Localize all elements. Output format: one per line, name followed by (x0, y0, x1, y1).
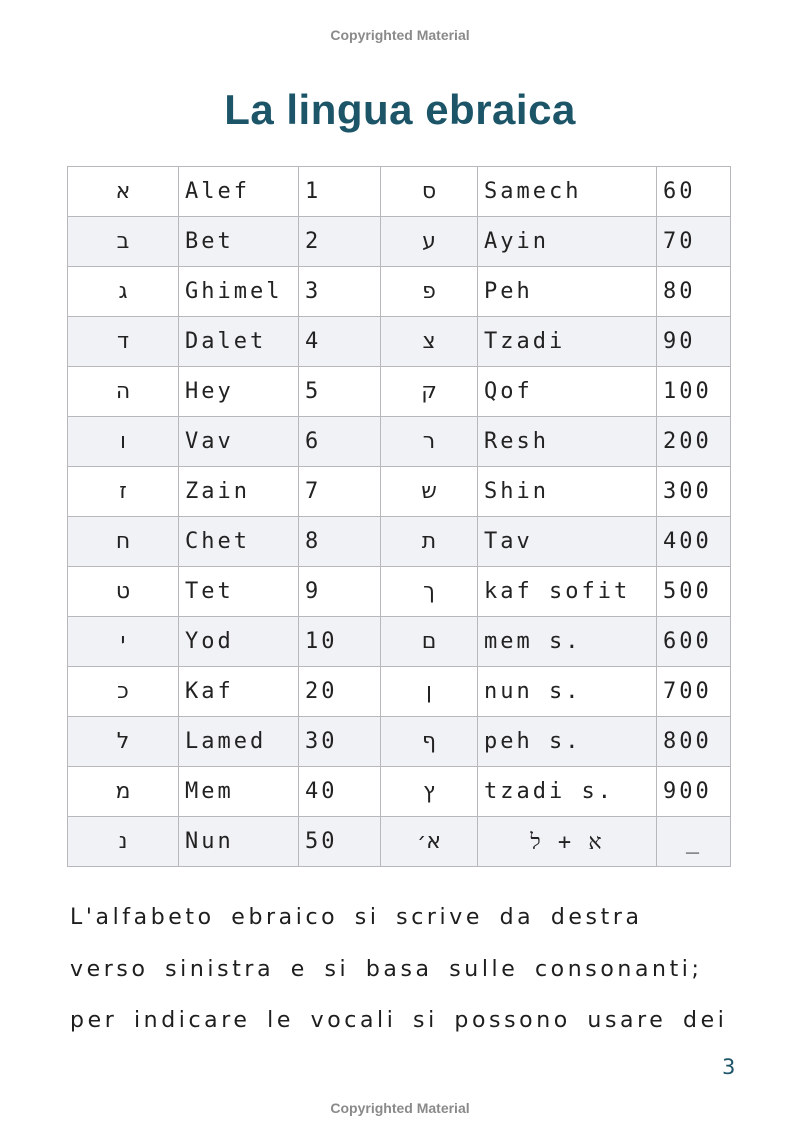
hebrew-letter-cell: י (68, 617, 179, 667)
page-title: La lingua ebraica (224, 86, 576, 133)
letter-name-cell: Tav (478, 517, 657, 567)
numeric-value-cell: 200 (657, 417, 731, 467)
numeric-value-cell: 700 (657, 667, 731, 717)
letter-name-cell: tzadi s. (478, 767, 657, 817)
letter-name-cell: Zain (179, 467, 299, 517)
letter-name-cell: Resh (478, 417, 657, 467)
table-row (68, 217, 731, 267)
hebrew-letter-cell: ם (381, 617, 478, 667)
letter-name-cell: Hey (179, 367, 299, 417)
numeric-value-cell: 30 (299, 717, 381, 767)
numeric-value-cell: 800 (657, 717, 731, 767)
hebrew-letter-cell: ש (381, 467, 478, 517)
numeric-value-cell: 60 (657, 167, 731, 217)
copyright-notice-top: Copyrighted Material (330, 27, 470, 43)
hebrew-letter-cell: ך (381, 567, 478, 617)
letter-name-cell: Nun (179, 817, 299, 867)
table-row (68, 467, 731, 517)
letter-name-cell: Shin (478, 467, 657, 517)
table-row (68, 317, 731, 367)
numeric-value-cell: 40 (299, 767, 381, 817)
table-row (68, 367, 731, 417)
page-number: 3 (722, 1055, 736, 1079)
hebrew-letter-cell: ד (68, 317, 179, 367)
numeric-value-cell: 900 (657, 767, 731, 817)
table-row (68, 517, 731, 567)
hebrew-letter-cell: ג (68, 267, 179, 317)
hebrew-letter-cell: ט (68, 567, 179, 617)
numeric-value-cell: 100 (657, 367, 731, 417)
numeric-value-cell: 10 (299, 617, 381, 667)
letter-name-cell: Mem (179, 767, 299, 817)
paragraph-line: L'alfabeto ebraico si scrive da destra (70, 905, 643, 930)
hebrew-letter-cell: ל (68, 717, 179, 767)
letter-name-cell: Ghimel (179, 267, 299, 317)
hebrew-letter-cell: ב (68, 217, 179, 267)
hebrew-letter-cell: ץ (381, 767, 478, 817)
hebrew-letter-cell: ק (381, 367, 478, 417)
hebrew-letter-cell: ס (381, 167, 478, 217)
numeric-value-cell: 70 (657, 217, 731, 267)
numeric-value-cell: 4 (299, 317, 381, 367)
letter-name-cell: Peh (478, 267, 657, 317)
hebrew-letter-cell: א׳ (381, 817, 478, 867)
numeric-value-cell: 6 (299, 417, 381, 467)
hebrew-letter-cell: ו (68, 417, 179, 467)
letter-name-cell: Alef (179, 167, 299, 217)
table-row (68, 667, 731, 717)
table-row (68, 567, 731, 617)
letter-name-cell: Bet (179, 217, 299, 267)
hebrew-letter-cell: ח (68, 517, 179, 567)
numeric-value-cell: 500 (657, 567, 731, 617)
hebrew-alphabet-table (67, 166, 731, 867)
numeric-value-cell: 2 (299, 217, 381, 267)
letter-name-cell: Qof (478, 367, 657, 417)
hebrew-letter-cell: ר (381, 417, 478, 467)
letter-name-cell: Vav (179, 417, 299, 467)
letter-name-cell: Tzadi (478, 317, 657, 367)
hebrew-letter-cell: ן (381, 667, 478, 717)
hebrew-letter-cell: כ (68, 667, 179, 717)
letter-name-cell: kaf sofit (478, 567, 657, 617)
letter-name-cell: Chet (179, 517, 299, 567)
hebrew-letter-cell: ה (68, 367, 179, 417)
table-row (68, 617, 731, 667)
letter-name-cell: א + ל (478, 817, 657, 867)
letter-name-cell: peh s. (478, 717, 657, 767)
table-row (68, 817, 731, 867)
letter-name-cell: Lamed (179, 717, 299, 767)
table-row (68, 767, 731, 817)
letter-name-cell: mem s. (478, 617, 657, 667)
table-row (68, 417, 731, 467)
letter-name-cell: Kaf (179, 667, 299, 717)
letter-name-cell: Ayin (478, 217, 657, 267)
hebrew-letter-cell: ז (68, 467, 179, 517)
hebrew-letter-cell: נ (68, 817, 179, 867)
body-paragraph (70, 892, 750, 1047)
letter-name-cell: Yod (179, 617, 299, 667)
letter-name-cell: Tet (179, 567, 299, 617)
table-row (68, 167, 731, 217)
numeric-value-cell: 5 (299, 367, 381, 417)
numeric-value-cell: 7 (299, 467, 381, 517)
numeric-value-cell: 50 (299, 817, 381, 867)
numeric-value-cell: 1 (299, 167, 381, 217)
copyright-notice-bottom: Copyrighted Material (330, 1100, 470, 1116)
hebrew-letter-cell: צ (381, 317, 478, 367)
numeric-value-cell: 9 (299, 567, 381, 617)
numeric-value-cell: 600 (657, 617, 731, 667)
paragraph-line: verso sinistra e si basa sulle consonanti; (70, 956, 703, 982)
numeric-value-cell: 3 (299, 267, 381, 317)
letter-name-cell: Samech (478, 167, 657, 217)
table-row (68, 267, 731, 317)
hebrew-letter-cell: ת (381, 517, 478, 567)
letter-name-cell: Dalet (179, 317, 299, 367)
numeric-value-cell: 400 (657, 517, 731, 567)
numeric-value-cell: 8 (299, 517, 381, 567)
numeric-value-cell: 20 (299, 667, 381, 717)
hebrew-letter-cell: מ (68, 767, 179, 817)
hebrew-letter-cell: ע (381, 217, 478, 267)
numeric-value-cell: _ (657, 817, 731, 867)
numeric-value-cell: 300 (657, 467, 731, 517)
numeric-value-cell: 80 (657, 267, 731, 317)
hebrew-letter-cell: ף (381, 717, 478, 767)
numeric-value-cell: 90 (657, 317, 731, 367)
table-row (68, 717, 731, 767)
hebrew-letter-cell: א (68, 167, 179, 217)
letter-name-cell: nun s. (478, 667, 657, 717)
hebrew-letter-cell: פ (381, 267, 478, 317)
paragraph-line: per indicare le vocali si possono usare dei (70, 1008, 728, 1033)
